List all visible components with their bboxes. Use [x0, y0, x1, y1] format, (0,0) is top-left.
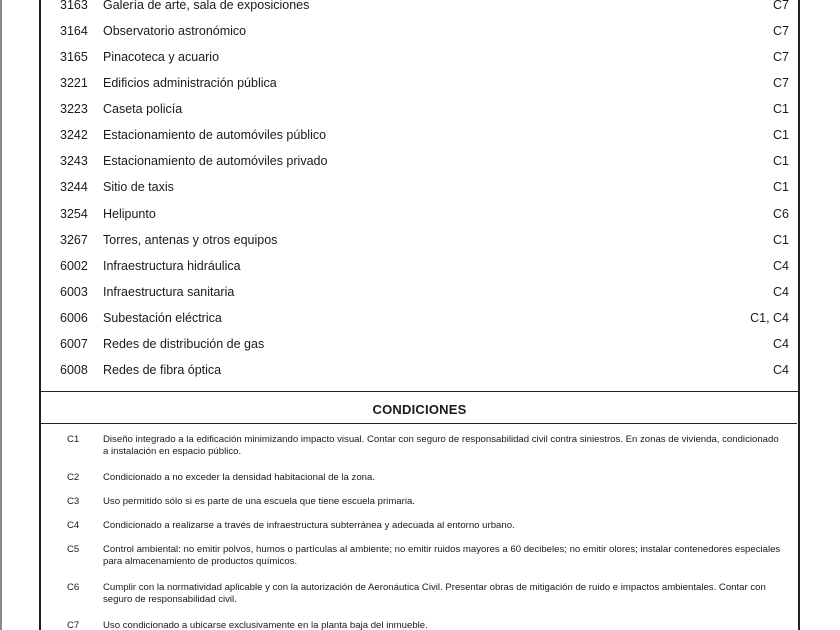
use-name: Redes de fibra óptica: [103, 363, 222, 377]
table-row: [41, 233, 798, 259]
use-code: 6003: [60, 285, 88, 299]
table-row: [41, 50, 798, 76]
condition-code: C3: [67, 496, 80, 507]
table-row: [41, 207, 798, 233]
condition-text: Condicionado a realizarse a través de infraestructura subterránea y adecuada al entorno urbano.: [103, 520, 515, 531]
use-conditions: C4: [773, 259, 789, 273]
condition-text: Diseño integrado a la edificación minimizando impacto visual. Contar con seguro de responsabilidad civil contra siniestros. En zonas de vivienda, condicionado a instalación en espacio público.: [103, 434, 779, 457]
use-name: Edificios administración pública: [103, 76, 277, 90]
use-conditions: C7: [773, 24, 789, 38]
use-conditions: C1: [773, 154, 789, 168]
use-conditions: C1: [773, 180, 789, 194]
conditions-header-divider: [41, 423, 797, 424]
use-name: Torres, antenas y otros equipos: [103, 233, 278, 247]
use-code: 3165: [60, 50, 88, 64]
condition-text: Control ambiental: no emitir polvos, humos o partículas al ambiente; no emitir ruidos mayores a 60 decibeles; no emitir olores; instalar contenedores especiales para almacenamiento de productos químicos.: [103, 544, 781, 567]
use-conditions: C1: [773, 128, 789, 142]
table-row: [41, 363, 798, 389]
condition-code: C4: [67, 520, 80, 531]
use-name: Caseta policía: [103, 102, 183, 116]
use-conditions: C7: [773, 0, 789, 12]
table-row: [41, 180, 798, 206]
use-code: 3163: [60, 0, 88, 12]
conditions-title: CONDICIONES: [372, 402, 467, 417]
use-name: Infraestructura sanitaria: [103, 285, 235, 299]
use-name: Estacionamiento de automóviles público: [103, 128, 327, 142]
condition-text: Condicionado a no exceder la densidad habitacional de la zona.: [103, 472, 376, 483]
table-row: [41, 128, 798, 154]
use-name: Observatorio astronómico: [103, 24, 247, 38]
use-name: Infraestructura hidráulica: [103, 259, 241, 273]
table-row: [41, 337, 798, 363]
use-code: 6002: [60, 259, 88, 273]
table-row: [41, 311, 798, 337]
use-name: Pinacoteca y acuario: [103, 50, 220, 64]
use-name: Estacionamiento de automóviles privado: [103, 154, 328, 168]
use-conditions: C1, C4: [750, 311, 789, 325]
use-code: 3242: [60, 128, 88, 142]
table-row: [41, 0, 798, 24]
use-code: 3243: [60, 154, 88, 168]
use-code: 3164: [60, 24, 88, 38]
condition-text: Cumplir con la normatividad aplicable y con la autorización de Aeronáutica Civil. Presentar obras de mitigación de ruido e impactos ambientales. Contar con seguro de responsabilidad civil.: [103, 582, 766, 605]
section-divider: [41, 391, 798, 392]
use-code: 3244: [60, 180, 88, 194]
use-code: 6008: [60, 363, 88, 377]
use-name: Sitio de taxis: [103, 180, 174, 194]
condition-text: Uso condicionado a ubicarse exclusivamente en la planta baja del inmueble.: [103, 620, 428, 630]
table-row: [41, 102, 798, 128]
condition-code: C6: [67, 582, 80, 593]
use-code: 6006: [60, 311, 88, 325]
use-code: 6007: [60, 337, 88, 351]
use-conditions: C7: [773, 76, 789, 90]
condition-code: C1: [67, 434, 80, 445]
use-name: Subestación eléctrica: [103, 311, 222, 325]
use-conditions: C6: [773, 207, 789, 221]
land-use-table: [39, 0, 800, 630]
table-row: [41, 285, 798, 311]
condition-text: Uso permitido sólo si es parte de una escuela que tiene escuela primaria.: [103, 496, 415, 507]
table-row: [41, 154, 798, 180]
use-name: Redes de distribución de gas: [103, 337, 265, 351]
use-code: 3223: [60, 102, 88, 116]
table-row: [41, 24, 798, 50]
page-edge: [0, 0, 2, 630]
use-conditions: C1: [773, 102, 789, 116]
use-name: Galería de arte, sala de exposiciones: [103, 0, 310, 12]
use-conditions: C4: [773, 363, 789, 377]
table-row: [41, 76, 798, 102]
use-conditions: C4: [773, 285, 789, 299]
use-code: 3254: [60, 207, 88, 221]
table-row: [41, 259, 798, 285]
condition-code: C7: [67, 620, 80, 630]
use-code: 3267: [60, 233, 88, 247]
condition-code: C5: [67, 544, 80, 555]
use-conditions: C1: [773, 233, 789, 247]
use-code: 3221: [60, 76, 88, 90]
use-conditions: C4: [773, 337, 789, 351]
use-conditions: C7: [773, 50, 789, 64]
condition-code: C2: [67, 472, 80, 483]
use-name: Helipunto: [103, 207, 156, 221]
